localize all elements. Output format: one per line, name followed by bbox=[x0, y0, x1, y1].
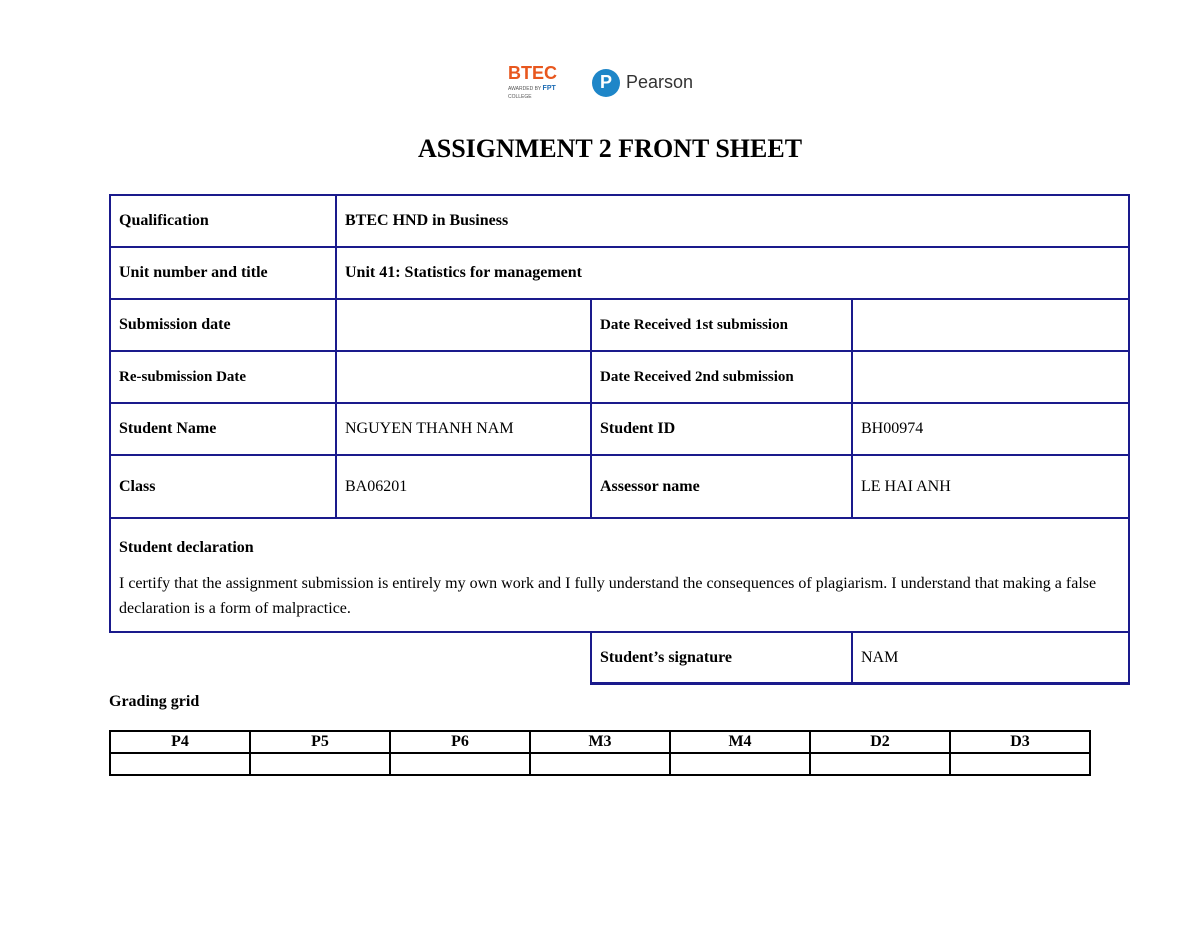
date-received-2-label: Date Received 2nd submission bbox=[591, 351, 852, 403]
signature-row bbox=[110, 632, 1129, 684]
btec-logo bbox=[508, 64, 572, 101]
btec-logo-subtitle: AWARDED BY FPT COLLEGE bbox=[508, 85, 556, 100]
grade-value-p4 bbox=[110, 753, 250, 775]
grading-grid bbox=[109, 730, 1091, 776]
grade-header-d3: D3 bbox=[950, 731, 1090, 753]
grade-value-p6 bbox=[390, 753, 530, 775]
student-id-value: BH00974 bbox=[852, 403, 1129, 455]
pearson-logo-word: Pearson bbox=[626, 72, 694, 92]
signature-value: NAM bbox=[852, 632, 1129, 684]
grade-header-p6: P6 bbox=[390, 731, 530, 753]
pearson-logo bbox=[592, 69, 693, 97]
qualification-label: Qualification bbox=[110, 195, 336, 247]
resubmission-date-label: Re-submission Date bbox=[110, 351, 336, 403]
class-value: BA06201 bbox=[336, 455, 591, 518]
submission-row bbox=[110, 299, 1129, 351]
qualification-value: BTEC HND in Business bbox=[336, 195, 1129, 247]
signature-label: Student’s signature bbox=[591, 632, 852, 684]
btec-logo-word: BTEC bbox=[508, 63, 557, 83]
grade-header-p5: P5 bbox=[250, 731, 390, 753]
qualification-row bbox=[110, 195, 1129, 247]
resubmission-date-value bbox=[336, 351, 591, 403]
grade-header-m3: M3 bbox=[530, 731, 670, 753]
class-label: Class bbox=[110, 455, 336, 518]
date-received-2-value bbox=[852, 351, 1129, 403]
assessor-value: LE HAI ANH bbox=[852, 455, 1129, 518]
date-received-1-value bbox=[852, 299, 1129, 351]
declaration-row bbox=[110, 518, 1129, 632]
page-title: ASSIGNMENT 2 FRONT SHEET bbox=[417, 134, 803, 163]
grading-header-row bbox=[110, 731, 1090, 753]
assessor-label: Assessor name bbox=[591, 455, 852, 518]
unit-row bbox=[110, 247, 1129, 299]
grade-value-m3 bbox=[530, 753, 670, 775]
unit-value: Unit 41: Statistics for management bbox=[336, 247, 1129, 299]
class-row bbox=[110, 455, 1129, 518]
front-sheet-table bbox=[109, 194, 1130, 685]
grade-value-d3 bbox=[950, 753, 1090, 775]
date-received-1-label: Date Received 1st submission bbox=[591, 299, 852, 351]
submission-date-value bbox=[336, 299, 591, 351]
declaration-heading: Student declaration bbox=[119, 538, 254, 556]
grade-header-m4: M4 bbox=[670, 731, 810, 753]
student-name-label: Student Name bbox=[110, 403, 336, 455]
grade-header-p4: P4 bbox=[110, 731, 250, 753]
student-id-label: Student ID bbox=[591, 403, 852, 455]
grade-value-d2 bbox=[810, 753, 950, 775]
header-logos bbox=[508, 64, 693, 101]
declaration-cell bbox=[110, 518, 1129, 632]
unit-label: Unit number and title bbox=[110, 247, 336, 299]
grade-header-d2: D2 bbox=[810, 731, 950, 753]
submission-date-label: Submission date bbox=[110, 299, 336, 351]
grading-grid-label: Grading grid bbox=[109, 693, 200, 710]
student-name-value: NGUYEN THANH NAM bbox=[336, 403, 591, 455]
pearson-p-icon: P bbox=[592, 69, 620, 97]
grading-value-row bbox=[110, 753, 1090, 775]
signature-spacer bbox=[110, 632, 591, 684]
resubmission-row bbox=[110, 351, 1129, 403]
grade-value-m4 bbox=[670, 753, 810, 775]
grade-value-p5 bbox=[250, 753, 390, 775]
declaration-text: I certify that the assignment submission is entirely my own work and I fully understand the consequences of plagiarism. I understand that making a false declaration is a form of malpractice. bbox=[119, 574, 1097, 617]
student-row bbox=[110, 403, 1129, 455]
